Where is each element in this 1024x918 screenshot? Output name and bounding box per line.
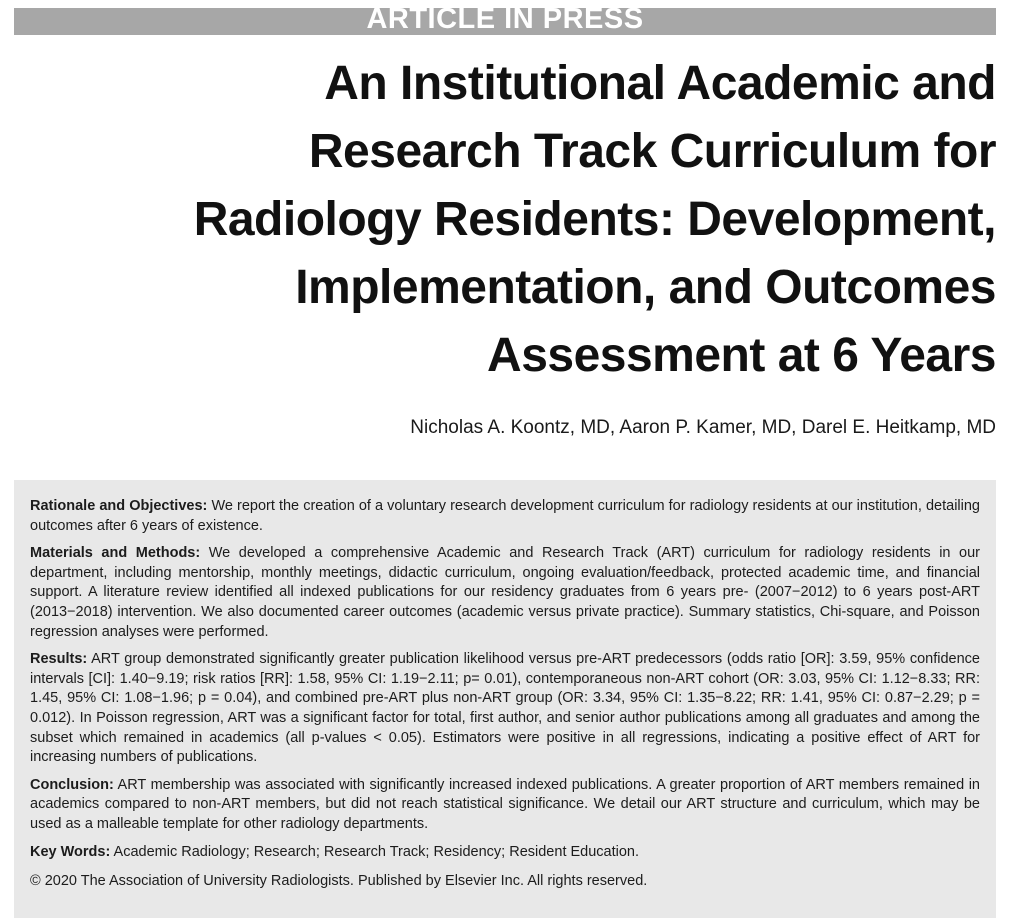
abstract-conclusion — [30, 776, 980, 835]
section-label: Key Words: — [30, 843, 111, 860]
section-label: Conclusion: — [30, 776, 114, 793]
section-label: Results: — [30, 651, 88, 668]
title-line: Radiology Residents: Development, — [193, 193, 996, 246]
section-text: We report the creation of a voluntary research development curriculum for radiology residents at our institution, detailing outcomes after 6 years of existence. — [30, 498, 980, 534]
banner-text: ARTICLE IN PRESS — [366, 8, 644, 35]
title-line: Research Track Curriculum for — [308, 125, 996, 178]
title-line: Assessment at 6 Years — [487, 329, 996, 382]
copyright-notice: © 2020 The Association of University Radiologists. Published by Elsevier Inc. All rights reserved. — [30, 873, 648, 890]
abstract-rationale — [30, 497, 980, 536]
section-text: ART group demonstrated significantly greater publication likelihood versus pre-ART predecessors (odds ratio [OR]: 3.59, 95% confidence intervals [CI]: 1.40−9.19; risk ratios [RR]: 1.58, 95% CI: 1.19−2.11; p= 0.01), contemporaneous non-ART cohort (OR: 3.03, 95% CI: 1.12−8.33; RR: 1.45, 95% CI: 1.08−1.96; p = 0.04), and combined pre-ART plus non-ART group (OR: 3.34, 95% CI: 1.35−8.22; RR: 1.41, 95% CI: 0.87−2.29; p = 0.012). In Poisson regression, ART was a significant factor for total, first author, and senior author publications among all graduates and among the subset which remained in academics (all p-values < 0.05). Estimators were positive in all regressions, indicating a positive effect of ART for increasing numbers of publications. — [30, 651, 980, 766]
section-label: Rationale and Objectives: — [30, 498, 208, 514]
section-text: Academic Radiology; Research; Research Track; Residency; Resident Education. — [110, 843, 640, 860]
abstract-results — [30, 650, 980, 768]
article-title — [36, 50, 996, 390]
section-label: Materials and Methods: — [30, 545, 201, 562]
abstract-box — [14, 480, 996, 918]
section-text: We developed a comprehensive Academic and Research Track (ART) curriculum for radiology residents in our department, including mentorship, monthly meetings, didactic curriculum, ongoing evaluation/feedback, protected academic time, and financial support. A literature review identified all indexed publications for our residency graduates from 6 years pre- (2007−2012) to 6 years post-ART (2013−2018) intervention. We also documented career outcomes (academic versus private practice). Summary statistics, Chi-square, and Poisson regression analyses were performed. — [30, 545, 981, 640]
section-text: ART membership was associated with significantly increased indexed publications. A greater proportion of ART members remained in academics compared to non-ART members, but did not reach statistical significance. We detail our ART structure and curriculum, which may be used as a malleable template for other radiology departments. — [30, 776, 980, 832]
article-in-press-banner — [14, 8, 996, 35]
abstract-methods — [30, 544, 980, 642]
title-line: Implementation, and Outcomes — [295, 261, 996, 314]
title-line: An Institutional Academic and — [324, 57, 996, 110]
abstract-keywords — [30, 843, 980, 863]
author-list: Nicholas A. Koontz, MD, Aaron P. Kamer, MD, Darel E. Heitkamp, MD — [410, 417, 996, 438]
